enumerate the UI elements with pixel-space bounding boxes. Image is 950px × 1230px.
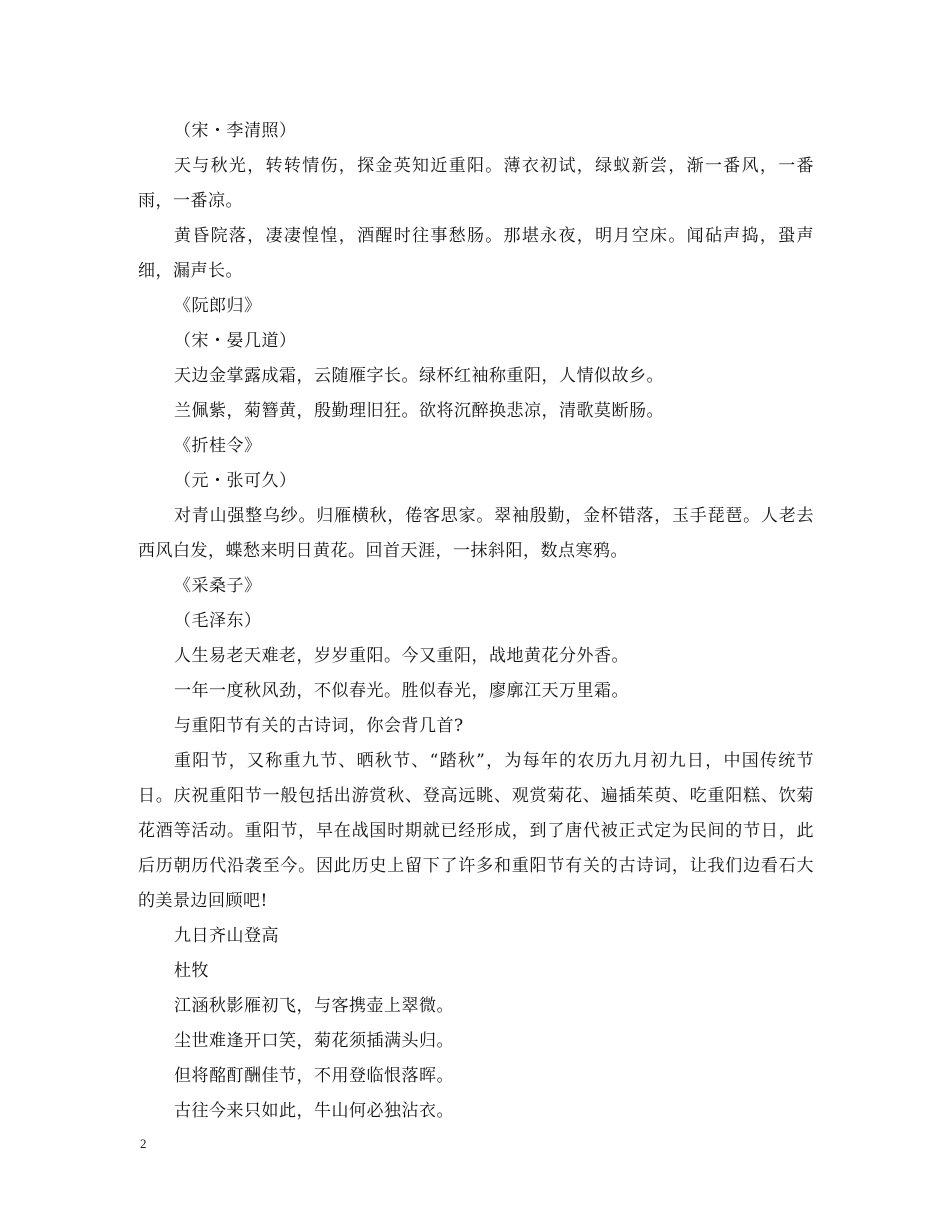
poem-stanza: 人生易老天难老，岁岁重阳。今又重阳，战地黄花分外香。 — [174, 646, 629, 666]
poem-stanza: 一年一度秋风劲，不似春光。胜似春光，廖廓江天万里霜。 — [174, 681, 629, 701]
author-attribution: 杜牧 — [174, 961, 209, 981]
page-number: 2 — [140, 1136, 147, 1151]
poem-title: 《折桂令》 — [174, 436, 262, 456]
poem-line: 但将酩酊酬佳节，不用登临恨落晖。 — [174, 1066, 454, 1086]
poem-line: 尘世难逢开口笑，菊花须插满头归。 — [174, 1031, 454, 1051]
document-body — [138, 114, 814, 1129]
author-attribution: （元・张可久） — [174, 471, 297, 491]
poem-stanza: 天与秋光，转转情伤，探金英知近重阳。薄衣初试，绿蚁新尝，渐一番风，一番雨，一番凉。 — [138, 156, 814, 211]
poem-stanza: 天边金掌露成霜，云随雁字长。绿杯红袖称重阳，人情似故乡。 — [174, 366, 664, 386]
poem-stanza: 兰佩紫，菊簪黄，殷勤理旧狂。欲将沉醉换悲凉，清歌莫断肠。 — [174, 401, 664, 421]
poem-title: 《采桑子》 — [174, 576, 262, 596]
poem-title: 《阮郎归》 — [174, 296, 262, 316]
poem-line: 江涵秋影雁初飞，与客携壶上翠微。 — [174, 996, 454, 1016]
author-attribution: （宋・李清照） — [174, 121, 297, 141]
poem-line: 古往今来只如此，牛山何必独沾衣。 — [174, 1101, 454, 1121]
poem-stanza: 黄昏院落，凄凄惶惶，酒醒时往事愁肠。那堪永夜，明月空床。闻砧声捣，蛩声细，漏声长。 — [138, 226, 814, 281]
poem-title: 九日齐山登高 — [174, 926, 279, 946]
author-attribution: （宋・晏几道） — [174, 331, 297, 351]
section-heading: 与重阳节有关的古诗词，你会背几首? — [174, 716, 464, 736]
intro-paragraph: 重阳节，又称重九节、晒秋节、“踏秋”，为每年的农历九月初九日，中国传统节日。庆祝重阳节一般包括出游赏秋、登高远眺、观赏菊花、遍插茱萸、吃重阳糕、饮菊花酒等活动。重阳节，早在战国时期就已经形成，到了唐代被正式定为民间的节日，此后历朝历代沿袭至今。因此历史上留下了许多和重阳节有关的古诗词，让我们边看石大的美景边回顾吧! — [138, 751, 814, 911]
poem-stanza: 对青山强整乌纱。归雁横秋，倦客思家。翠袖殷勤，金杯错落，玉手琵琶。人老去西风白发，蝶愁来明日黄花。回首天涯，一抹斜阳，数点寒鸦。 — [138, 506, 814, 561]
author-attribution: （毛泽东） — [174, 611, 262, 631]
